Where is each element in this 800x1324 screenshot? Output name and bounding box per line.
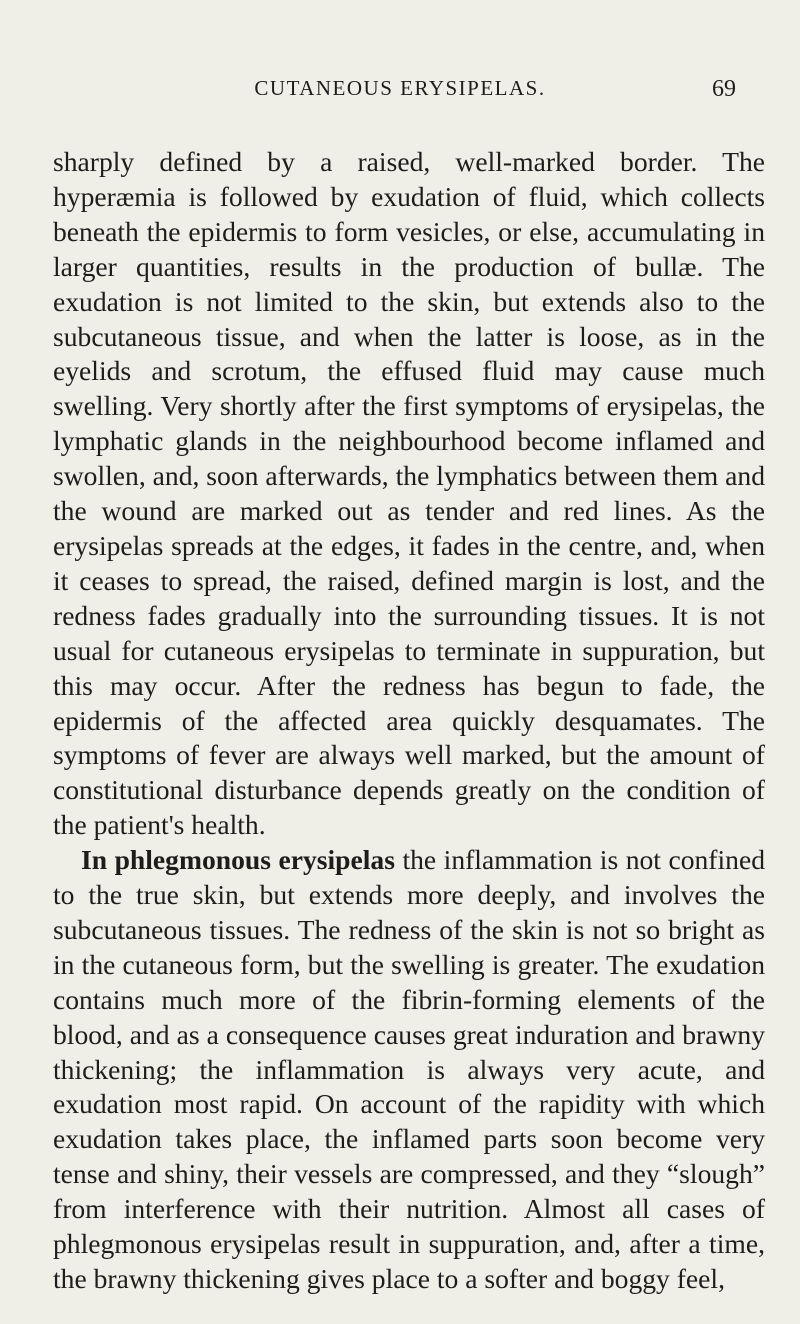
paragraph-2-text: the inflammation is not confined to the true skin, but extends more deeply, and involves the subcutaneous tissues. The redness of the skin is not so bright as in the cutaneous form, but the swelling is greater. The exudation contains much more of the fibrin-forming elements of the blood, and as a consequence causes great induration and brawny thickening; the inflammation is always very acute, and exudation most rapid. On account of the rapidity with which exudation takes place, the inflamed parts soon become very tense and shiny, their vessels are compressed, and they “slough” from interference with their nutrition. Almost all cases of phlegmonous erysipelas result in suppuration, and, after a time, the brawny thickening gives place to a softer and boggy feel, xyxy=(53,844,765,1294)
body-text xyxy=(53,145,765,1297)
paragraph-2-term: In phlegmonous erysipelas xyxy=(81,844,395,876)
paragraph-2 xyxy=(53,843,765,1297)
page-number: 69 xyxy=(712,76,736,102)
paragraph-1: sharply defined by a raised, well-marked border. The hyperæmia is followed by exudation of fluid, which collects beneath the epidermis to form vesicles, or else, accumulating in larger quantities, results in the production of bullæ. The exudation is not limited to the skin, but extends also to the subcutaneous tissue, and when the latter is loose, as in the eyelids and scrotum, the effused fluid may cause much swelling. Very shortly after the first symptoms of erysipelas, the lymphatic glands in the neighbourhood become inflamed and swollen, and, soon afterwards, the lymphatics between them and the wound are marked out as tender and red lines. As the erysipelas spreads at the edges, it fades in the centre, and, when it ceases to spread, the raised, defined margin is lost, and the redness fades gradually into the surrounding tissues. It is not usual for cutaneous erysipelas to terminate in suppuration, but this may occur. After the redness has begun to fade, the epidermis of the affected area quickly desquamates. The symptoms of fever are always well marked, but the amount of constitutional disturbance depends greatly on the condition of the patient's health. xyxy=(53,146,765,841)
running-head xyxy=(0,76,800,106)
running-title: CUTANEOUS ERYSIPELAS. xyxy=(254,76,546,100)
